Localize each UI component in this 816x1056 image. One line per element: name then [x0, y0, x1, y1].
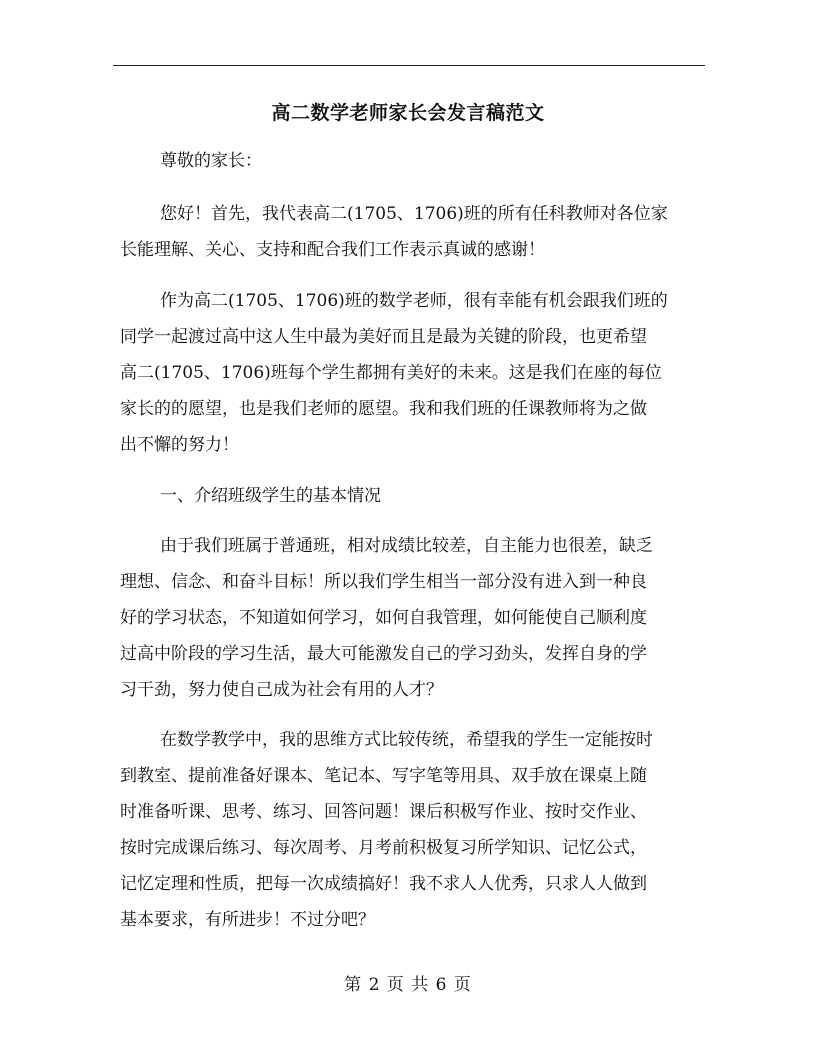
paragraph-3-line-4: 过高中阶段的学习生活，最大可能激发自己的学习劲头，发挥自身的学: [120, 644, 647, 664]
paragraph-3-line-1: 由于我们班属于普通班，相对成绩比较差，自主能力也很差，缺乏: [160, 536, 653, 556]
paragraph-1-line-1: 您好！首先，我代表高二(1705、1706)班的所有任科教师对各位家: [160, 204, 668, 224]
paragraph-1-line-2: 长能理解、关心、支持和配合我们工作表示真诚的感谢！: [120, 240, 545, 260]
header-rule: [113, 65, 705, 66]
paragraph-4-line-3: 时准备听课、思考、练习、回答问题！课后积极写作业、按时交作业、: [120, 802, 647, 822]
paragraph-4-line-1: 在数学教学中，我的思维方式比较传统，希望我的学生一定能按时: [160, 730, 653, 750]
paragraph-2-line-5: 出不懈的努力！: [120, 435, 239, 455]
paragraph-3-line-5: 习干劲，努力使自己成为社会有用的人才？: [120, 680, 443, 700]
paragraph-4-line-6: 基本要求，有所进步！不过分吧？: [120, 910, 375, 930]
paragraph-2-line-2: 同学一起渡过高中这人生中最为美好而且是最为关键的阶段，也更希望: [120, 327, 647, 347]
paragraph-2-line-3: 高二(1705、1706)班每个学生都拥有美好的未来。这是我们在座的每位: [120, 363, 662, 383]
paragraph-3-line-2: 理想、信念、和奋斗目标！所以我们学生相当一部分没有进入到一种良: [120, 572, 647, 592]
paragraph-2-line-1: 作为高二(1705、1706)班的数学老师，很有幸能有机会跟我们班的: [160, 291, 668, 311]
paragraph-3-line-3: 好的学习状态，不知道如何学习，如何自我管理，如何能使自己顺利度: [120, 608, 647, 628]
greeting: 尊敬的家长：: [160, 151, 262, 171]
page-footer: 第 2 页 共 6 页: [344, 975, 472, 995]
document-title: 高二数学老师家长会发言稿范文: [271, 102, 545, 124]
paragraph-4-line-2: 到教室、提前准备好课本、笔记本、写字笔等用具、双手放在课桌上随: [120, 766, 647, 786]
paragraph-4-line-5: 记忆定理和性质，把每一次成绩搞好！我不求人人优秀，只求人人做到: [120, 874, 647, 894]
section-heading: 一、介绍班级学生的基本情况: [160, 486, 381, 506]
paragraph-2-line-4: 家长的的愿望，也是我们老师的愿望。我和我们班的任课教师将为之做: [120, 399, 647, 419]
paragraph-4-line-4: 按时完成课后练习、每次周考、月考前积极复习所学知识、记忆公式，: [120, 838, 647, 858]
